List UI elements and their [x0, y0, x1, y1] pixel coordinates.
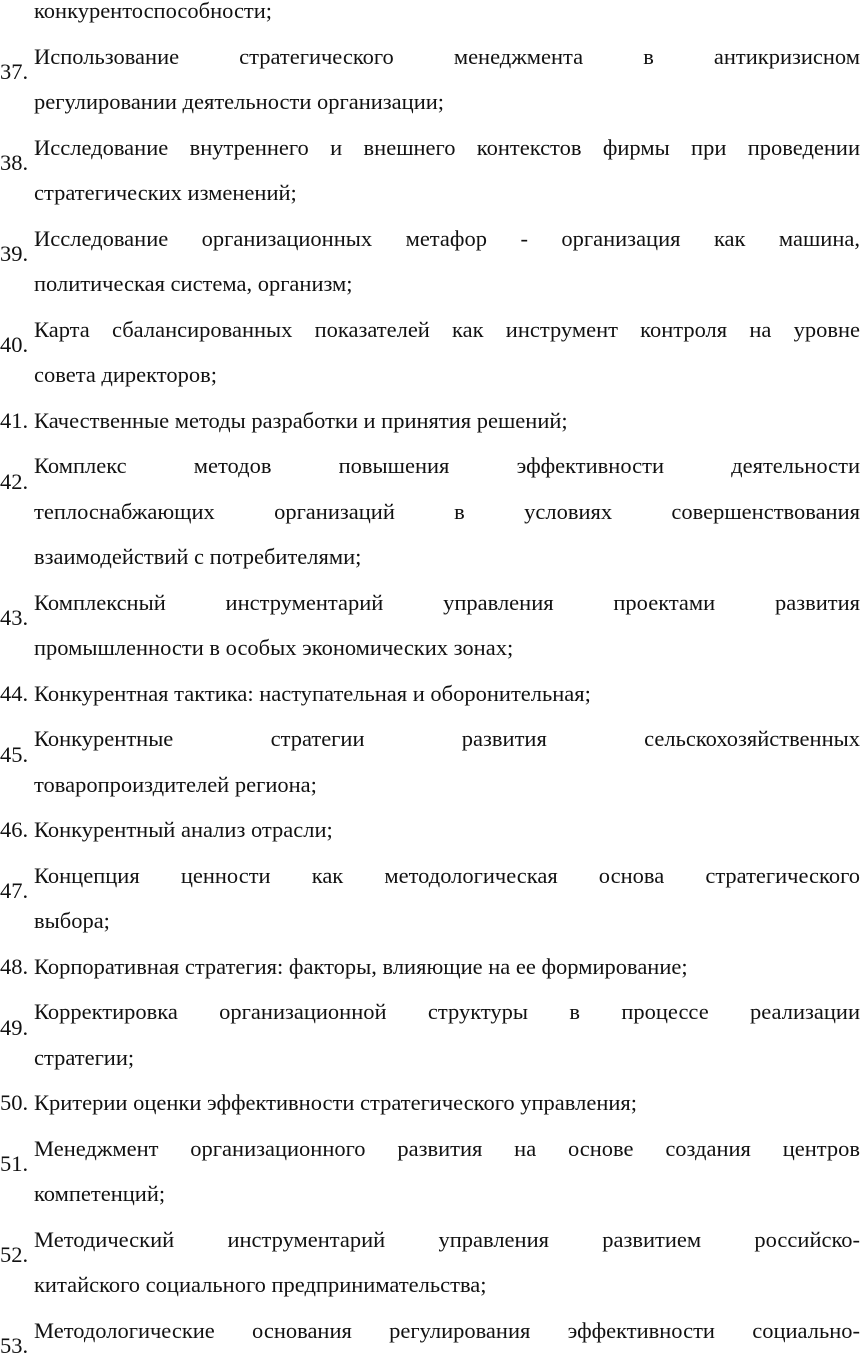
- list-item-text: Корректировка организационной структуры в процессе реализации: [34, 999, 860, 1024]
- list-item-number: 44.: [0, 680, 29, 706]
- list-item-number: 52.: [0, 1242, 29, 1267]
- list-item-continuation: стратегии;: [34, 1044, 135, 1070]
- list-item-text: Качественные методы разработки и принятия решений;: [34, 407, 568, 433]
- list-item-number: 51.: [0, 1151, 29, 1176]
- list-item: [0, 443, 860, 494]
- list-item: [0, 307, 860, 357]
- list-item-text: Комплекс методов повышения эффективности деятельности: [34, 453, 860, 478]
- list-item: [0, 989, 860, 1040]
- list-item: [0, 580, 860, 630]
- list-item-text: Менеджмент организационного развития на основе создания центров: [34, 1135, 860, 1161]
- list-item: [0, 216, 860, 266]
- list-item-number: 48.: [0, 953, 29, 979]
- list-item: [0, 853, 860, 903]
- list-item-number: 37.: [0, 59, 29, 84]
- list-item-text: Концепция ценности как методологическая основа стратегического: [34, 862, 860, 888]
- list-item-continuation: совета директоров;: [34, 362, 217, 387]
- list-item: [0, 398, 860, 444]
- list-item-number: 40.: [0, 332, 29, 357]
- list-item: [0, 1126, 860, 1176]
- list-item-number: 53.: [0, 1333, 29, 1358]
- list-item-text: Критерии оценки эффективности стратегического управления;: [34, 1090, 638, 1115]
- list-item-continuation: стратегических изменений;: [34, 180, 297, 205]
- list-item-number: 49.: [0, 1014, 29, 1040]
- list-item: [0, 671, 860, 717]
- list-item-continuation: взаимодействий с потребителями;: [34, 544, 362, 569]
- list-item-number: 46.: [0, 817, 29, 842]
- list-item-number: 39.: [0, 241, 29, 266]
- list-item-continuation: промышленности в особых экономических зонах;: [34, 635, 514, 660]
- list-item-text: Использование стратегического менеджмента в антикризисном: [34, 43, 860, 69]
- list-item-continuation: конкурентоспособности;: [34, 0, 273, 23]
- list-item: [0, 34, 860, 84]
- list-item-text: Конкурентные стратегии развития сельскохозяйственных: [34, 726, 860, 751]
- list-item: [0, 1080, 860, 1126]
- list-item-text: Карта сбалансированных показателей как инструмент контроля на уровне: [34, 316, 860, 342]
- list-item-text: Конкурентная тактика: наступательная и оборонительная;: [34, 680, 591, 706]
- list-item-text: Комплексный инструментарий управления проектами развития: [34, 589, 860, 615]
- list-item-number: 43.: [0, 605, 29, 630]
- list-item: [0, 1308, 860, 1358]
- list-item: [0, 1217, 860, 1267]
- list-item: [0, 944, 860, 990]
- list-item-number: 45.: [0, 741, 29, 767]
- list-item-continuation: выбора;: [34, 908, 110, 933]
- list-item-text: Методологические основания регулирования эффективности социально-: [34, 1317, 860, 1343]
- list-item-continuation: товаропроиздителей региона;: [34, 771, 317, 797]
- list-item-text: Исследование внутреннего и внешнего контекстов фирмы при проведении: [34, 134, 860, 160]
- list-item-text: Методический инструментарий управления развитием российско-: [34, 1226, 860, 1252]
- list-item-text: Конкурентный анализ отрасли;: [34, 817, 333, 842]
- list-item-continuation: китайского социального предпринимательства;: [34, 1272, 487, 1297]
- list-item-number: 47.: [0, 878, 29, 903]
- list-item-number: 42.: [0, 468, 29, 494]
- list-item: [0, 716, 860, 767]
- list-item-continuation: компетенций;: [34, 1181, 166, 1206]
- list-item-continuation: регулировании деятельности организации;: [34, 89, 445, 114]
- list-item-number: 50.: [0, 1090, 29, 1115]
- list-item: [0, 125, 860, 175]
- list-item-continuation: политическая система, организм;: [34, 271, 353, 296]
- list-item-text: Исследование организационных метафор - организация как машина,: [34, 225, 860, 251]
- list-item-text: Корпоративная стратегия: факторы, влияющие на ее формирование;: [34, 953, 688, 979]
- list-item: [0, 807, 860, 853]
- list-item-continuation: теплоснабжающих организаций в условиях совершенствования: [34, 498, 860, 524]
- list-item-number: 41.: [0, 407, 29, 433]
- list-item-number: 38.: [0, 150, 29, 175]
